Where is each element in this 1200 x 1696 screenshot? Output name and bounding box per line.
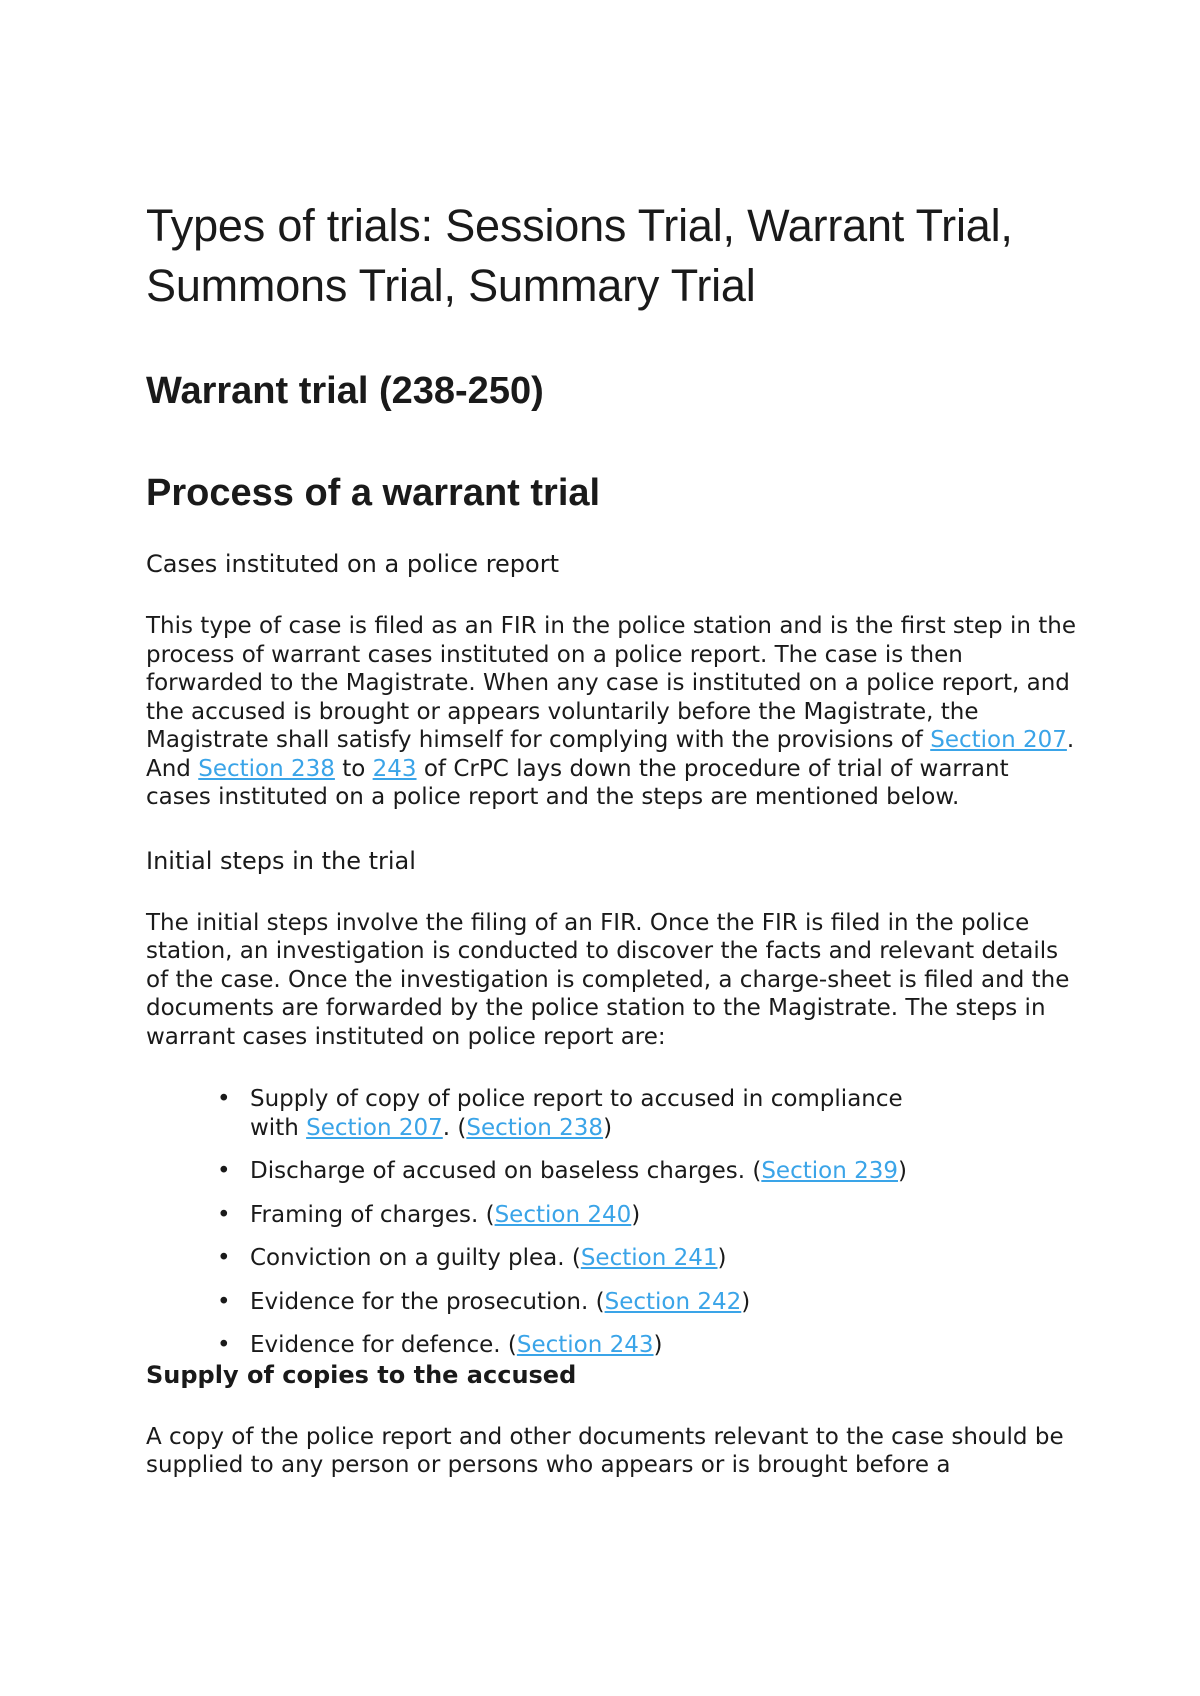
link-section-240[interactable]: Section 240 — [494, 1201, 632, 1228]
step-text-end: ) — [603, 1114, 613, 1141]
heading-initial-steps: Initial steps in the trial — [146, 846, 416, 875]
link-section-207[interactable]: Section 207 — [930, 727, 1067, 753]
bullet-icon: • — [217, 1086, 231, 1112]
list-item — [217, 1085, 950, 1142]
document-title — [146, 196, 1076, 316]
step-text: Framing of charges. ( — [250, 1201, 495, 1228]
step-text-end: ) — [717, 1245, 727, 1271]
link-section-242[interactable]: Section 242 — [604, 1288, 742, 1315]
step-text: Supply of copy of police report to accused in compliance with — [250, 1086, 903, 1141]
heading-warrant-trial: Warrant trial (238-250) — [146, 370, 544, 412]
paragraph-cases-instituted — [146, 612, 1076, 812]
link-section-243[interactable]: Section 243 — [516, 1332, 654, 1358]
link-section-238[interactable]: Section 238 — [466, 1114, 604, 1141]
step-text: Discharge of accused on baseless charges. ( — [250, 1158, 762, 1184]
heading-supply-of-copies: Supply of copies to the accused — [146, 1360, 577, 1389]
title-line-1: Types of trials: Sessions Trial, Warrant Trial, — [146, 200, 1013, 251]
bullet-icon: • — [217, 1245, 231, 1271]
link-section-243[interactable]: 243 — [372, 755, 417, 782]
step-text-end: ) — [741, 1288, 751, 1315]
document-page — [146, 196, 1076, 1480]
list-item — [217, 1331, 950, 1360]
step-text-end: ) — [897, 1158, 907, 1184]
bullet-icon: • — [217, 1201, 231, 1228]
steps-list — [146, 1085, 1076, 1360]
step-text-mid: . ( — [442, 1114, 467, 1141]
link-section-241[interactable]: Section 241 — [580, 1245, 718, 1271]
para1-text-b: . And — [146, 727, 1075, 782]
title-line-2: Summons Trial, Summary Trial — [146, 260, 756, 311]
step-text-end: ) — [631, 1201, 641, 1228]
paragraph-supply-of-copies: A copy of the police report and other documents relevant to the case should be supplied to any person or persons who appears or is brought before a — [146, 1423, 1064, 1478]
heading-cases-instituted: Cases instituted on a police report — [146, 550, 559, 578]
list-item — [217, 1288, 950, 1317]
link-section-238[interactable]: Section 238 — [198, 755, 335, 782]
bullet-icon: • — [217, 1158, 231, 1184]
para1-text-a: This type of case is filed as an FIR in the police station and is the first step in the process of warrant cases instituted on a police report. The case is then forwarded to the Magistrate. When any case is instituted on a police report, and the accused is brought or appears voluntarily before the Magistrate, the Magistrate shall satisfy himself for complying with the provisions of — [146, 613, 1076, 753]
para1-text-c: to — [334, 755, 373, 782]
link-section-207[interactable]: Section 207 — [306, 1114, 443, 1141]
link-section-239[interactable]: Section 239 — [761, 1158, 898, 1184]
list-item — [217, 1157, 950, 1186]
step-text: Evidence for defence. ( — [250, 1332, 517, 1358]
para1-text-d: of CrPC lays down the procedure of trial of warrant cases instituted on a police report and the steps are mentioned below. — [146, 755, 1009, 810]
bullet-icon: • — [217, 1332, 231, 1358]
list-item — [217, 1201, 950, 1230]
bullet-icon: • — [217, 1288, 231, 1315]
step-text: Conviction on a guilty plea. ( — [250, 1245, 581, 1271]
step-text-end: ) — [653, 1332, 663, 1358]
list-item — [217, 1244, 950, 1273]
heading-process: Process of a warrant trial — [146, 472, 601, 514]
paragraph-initial-steps: The initial steps involve the filing of an FIR. Once the FIR is filed in the police station, an investigation is conducted to discover the facts and relevant details of the case. Once the investigation is completed, a charge-sheet is filed and the documents are forwarded by the police station to the Magistrate. The steps in warrant cases instituted on police report are: — [146, 909, 1070, 1050]
step-text: Evidence for the prosecution. ( — [250, 1288, 605, 1315]
